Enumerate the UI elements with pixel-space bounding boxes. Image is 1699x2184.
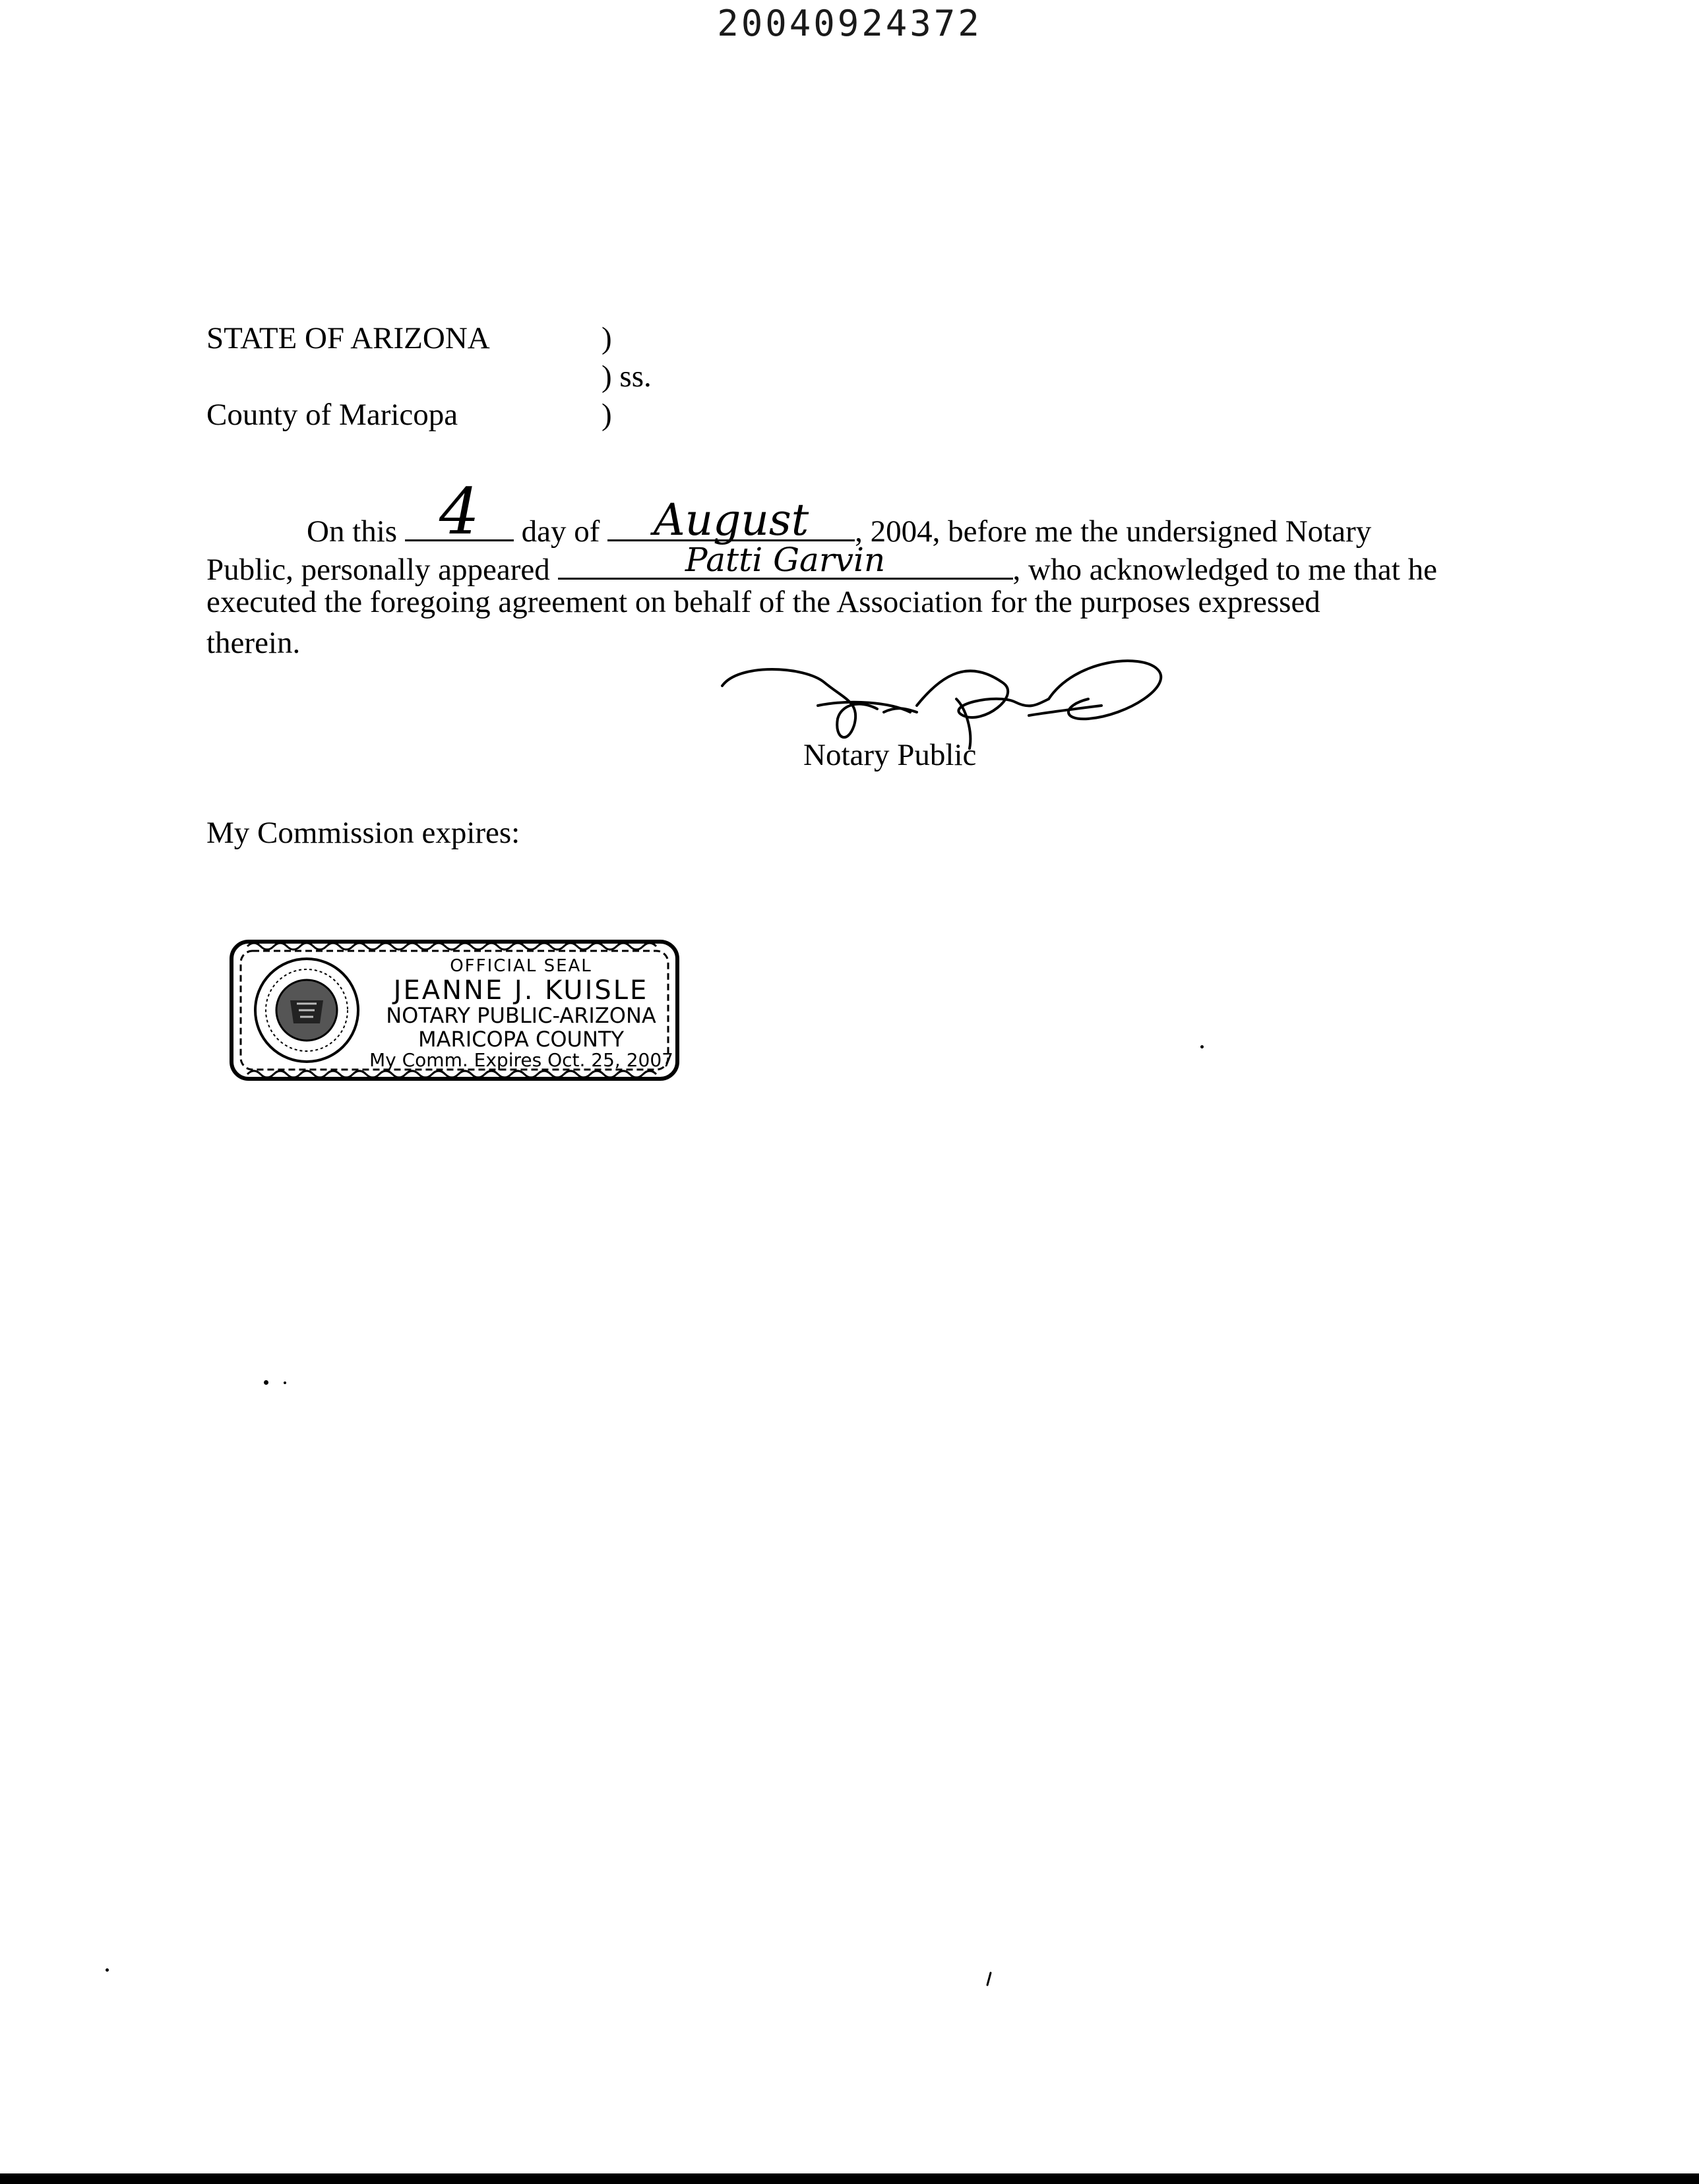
seal-official-seal: OFFICIAL SEAL bbox=[450, 956, 592, 976]
notary-signature bbox=[719, 653, 1167, 752]
seal-comm-expires: My Comm. Expires Oct. 25, 2007 bbox=[369, 1049, 673, 1071]
seal-county: MARICOPA COUNTY bbox=[418, 1027, 624, 1052]
month-blank bbox=[607, 495, 855, 545]
scan-speck bbox=[106, 1968, 109, 1972]
ack-line-4: therein. bbox=[206, 626, 301, 660]
handwritten-name: Patti Garvin bbox=[685, 541, 886, 579]
county-of-maricopa: County of Maricopa bbox=[206, 398, 458, 432]
scan-speck bbox=[986, 1972, 992, 1986]
handwritten-day: 4 bbox=[439, 475, 479, 549]
who-ack-text: , who acknowledged to me that he bbox=[1012, 553, 1437, 587]
on-this-text: On this bbox=[307, 514, 398, 549]
handwritten-month: August bbox=[653, 495, 809, 545]
document-number: 20040924372 bbox=[717, 3, 982, 44]
seal-notary-arizona: NOTARY PUBLIC-ARIZONA bbox=[386, 1003, 656, 1028]
notary-public-label: Notary Public bbox=[803, 738, 977, 772]
venue-paren-1: ) bbox=[602, 321, 612, 355]
notary-seal-stamp bbox=[228, 938, 681, 1083]
ack-line-3: executed the foregoing agreement on behalf of the Association for the purposes expressed bbox=[206, 585, 1320, 619]
public-personally-text: Public, personally appeared bbox=[206, 553, 550, 587]
seal-notary-name: JEANNE J. KUISLE bbox=[393, 975, 649, 1006]
scan-speck bbox=[1200, 1045, 1204, 1048]
venue-ss: ) ss. bbox=[602, 359, 652, 394]
venue-paren-3: ) bbox=[602, 398, 612, 432]
scan-speck bbox=[264, 1380, 268, 1385]
scan-bottom-border bbox=[0, 2173, 1699, 2184]
day-of-text: day of bbox=[521, 514, 600, 549]
scan-speck bbox=[284, 1381, 286, 1384]
state-of-arizona: STATE OF ARIZONA bbox=[206, 321, 490, 355]
name-blank bbox=[558, 541, 1013, 580]
year-clause-text: , 2004, before me the undersigned Notary bbox=[855, 514, 1372, 549]
ack-line-2 bbox=[206, 541, 1437, 587]
commission-expires-label: My Commission expires: bbox=[206, 816, 520, 850]
day-blank bbox=[405, 475, 514, 549]
